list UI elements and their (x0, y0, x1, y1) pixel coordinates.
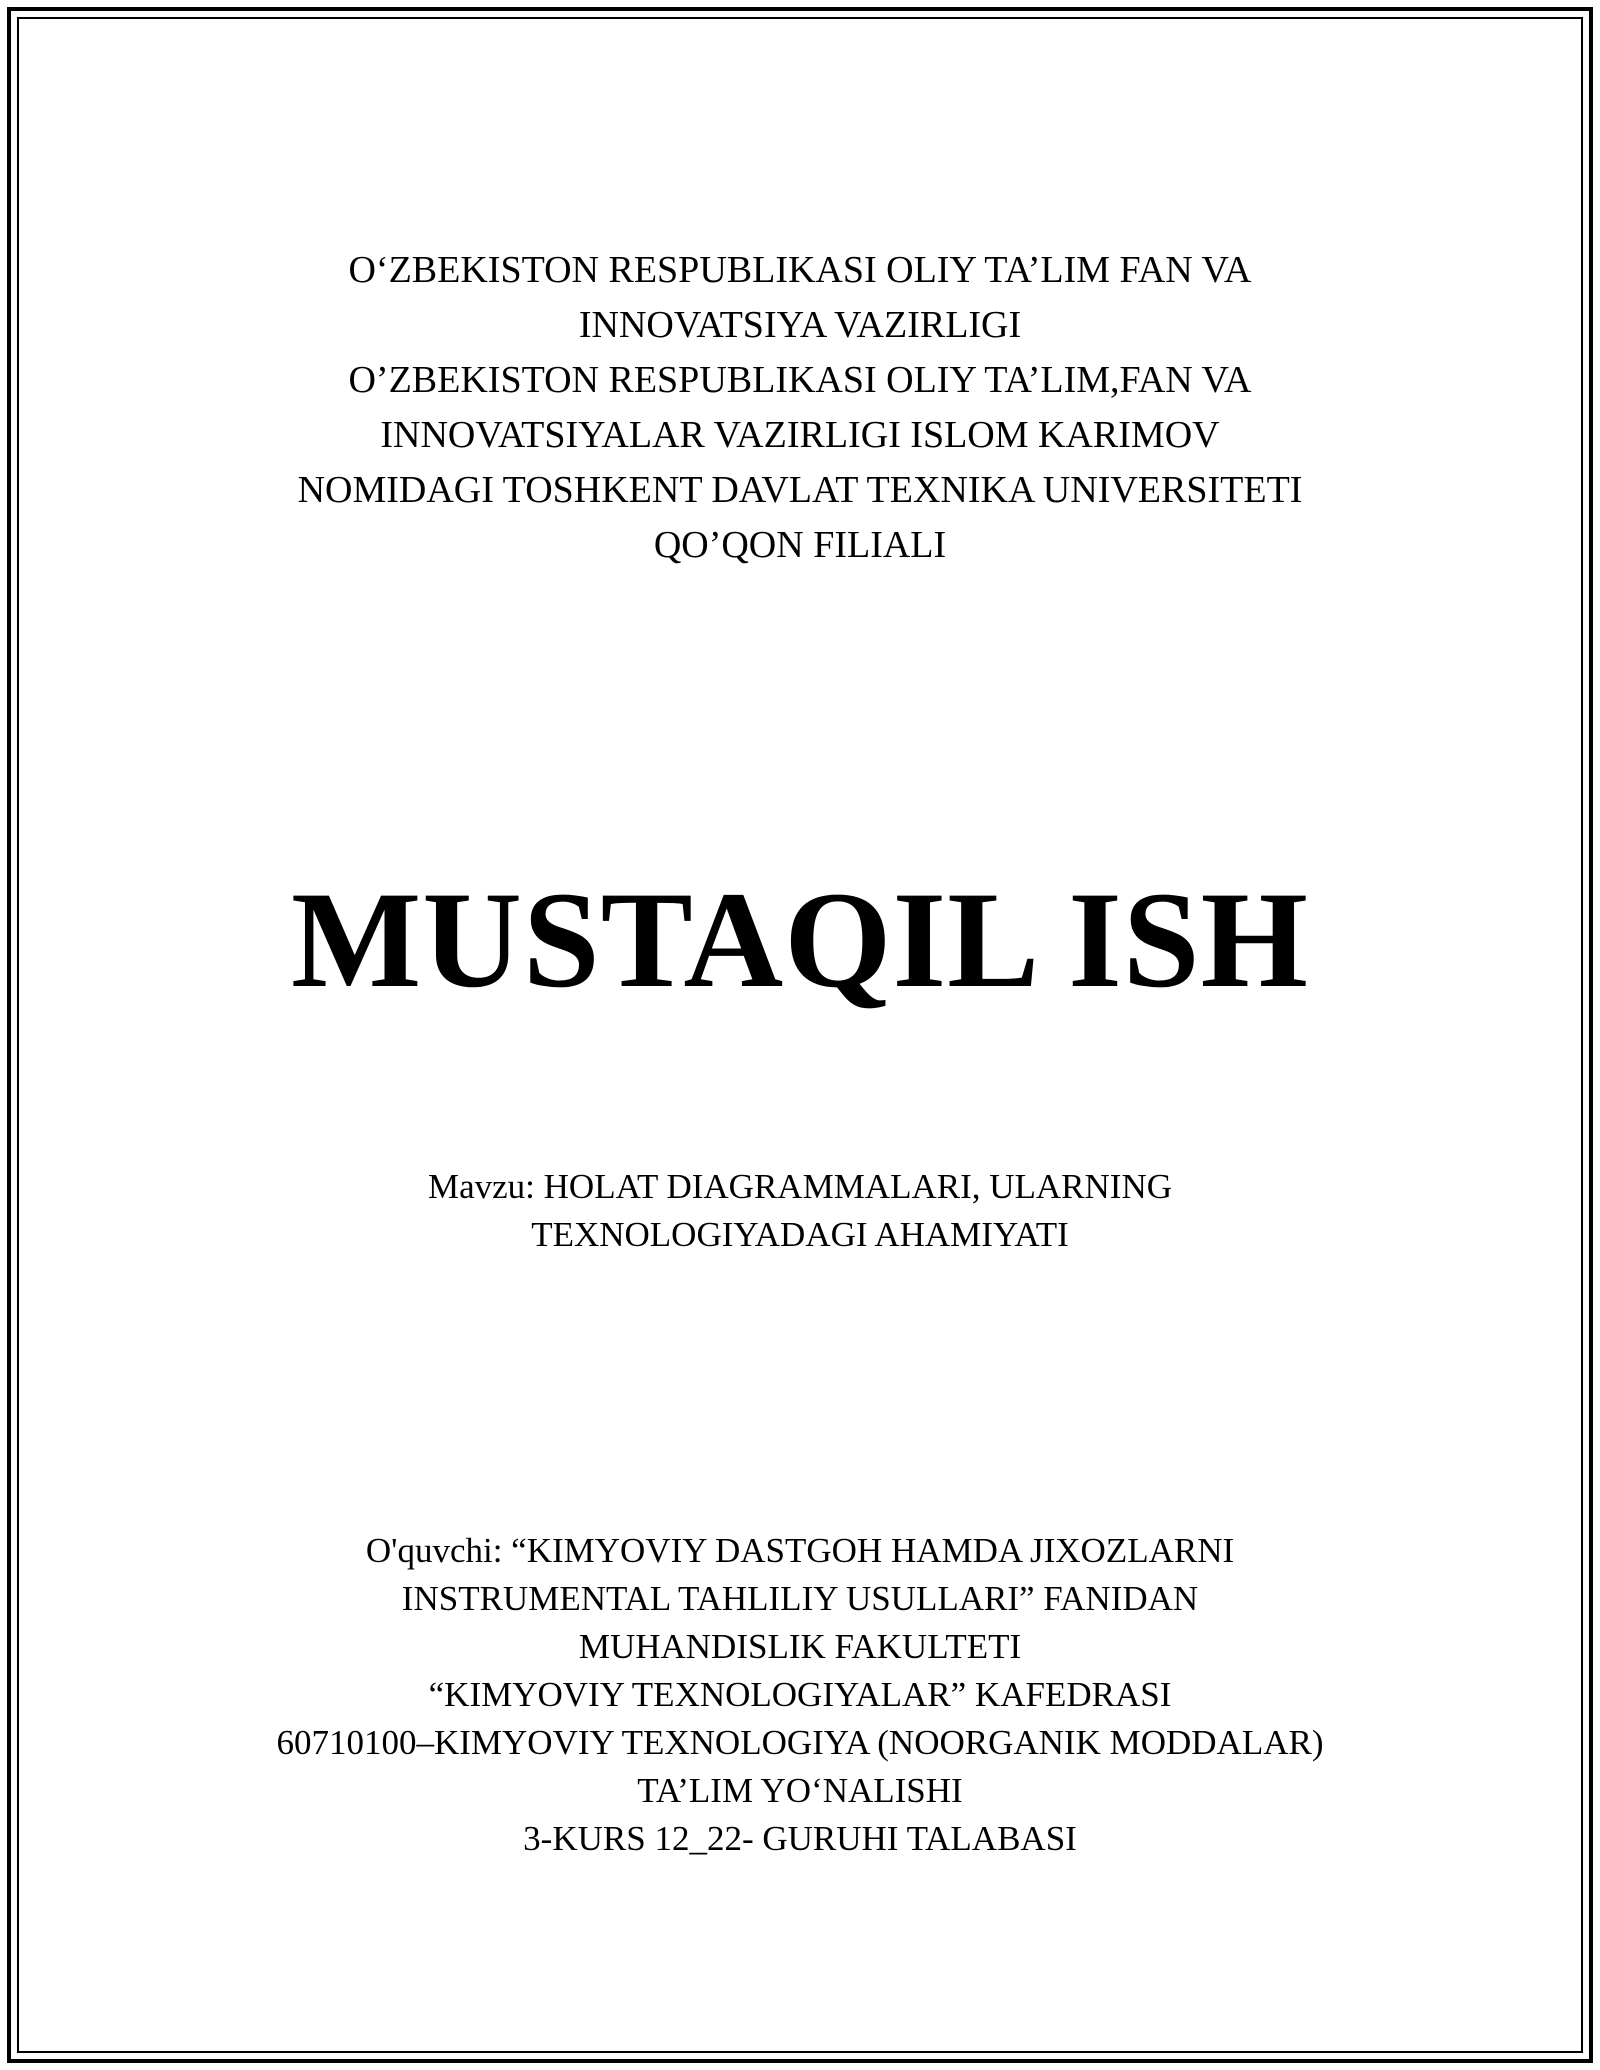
student-info-block (0, 1527, 1600, 1863)
student-info-line: 3-KURS 12_22- GURUHI TALABASI (523, 1819, 1077, 1858)
ministry-header (0, 243, 1600, 573)
topic-line: TEXNOLOGIYADAGI AHAMIYATI (531, 1215, 1069, 1254)
header-line: INNOVATSIYALAR VAZIRLIGI ISLOM KARIMOV (380, 414, 1220, 456)
header-line: O’ZBEKISTON RESPUBLIKASI OLIY TA’LIM,FAN VA (348, 359, 1252, 401)
student-info-line: O'quvchi: “KIMYOVIY DASTGOH HAMDA JIXOZLARNI (365, 1531, 1235, 1570)
student-info-line: INSTRUMENTAL TAHLILIY USULLARI” FANIDAN (401, 1579, 1199, 1618)
student-info-line: MUHANDISLIK FAKULTETI (578, 1627, 1022, 1666)
topic-line: Mavzu: HOLAT DIAGRAMMALARI, ULARNING (427, 1167, 1173, 1206)
header-line: NOMIDAGI TOSHKENT DAVLAT TEXNIKA UNIVERSITETI (297, 469, 1303, 511)
header-line: QO’QON FILIALI (653, 524, 947, 566)
header-line: INNOVATSIYA VAZIRLIGI (578, 304, 1022, 346)
header-line: O‘ZBEKISTON RESPUBLIKASI OLIY TA’LIM FAN VA (348, 249, 1252, 291)
student-info-line: “KIMYOVIY TEXNOLOGIYALAR” KAFEDRASI (428, 1675, 1172, 1714)
student-info-line: 60710100–KIMYOVIY TEXNOLOGIYA (NOORGANIK MODDALAR) (276, 1723, 1324, 1762)
student-info-line: TA’LIM YO‘NALISHI (637, 1771, 963, 1810)
document-title: MUSTAQIL ISH (291, 863, 1309, 1016)
topic-block (0, 1163, 1600, 1259)
